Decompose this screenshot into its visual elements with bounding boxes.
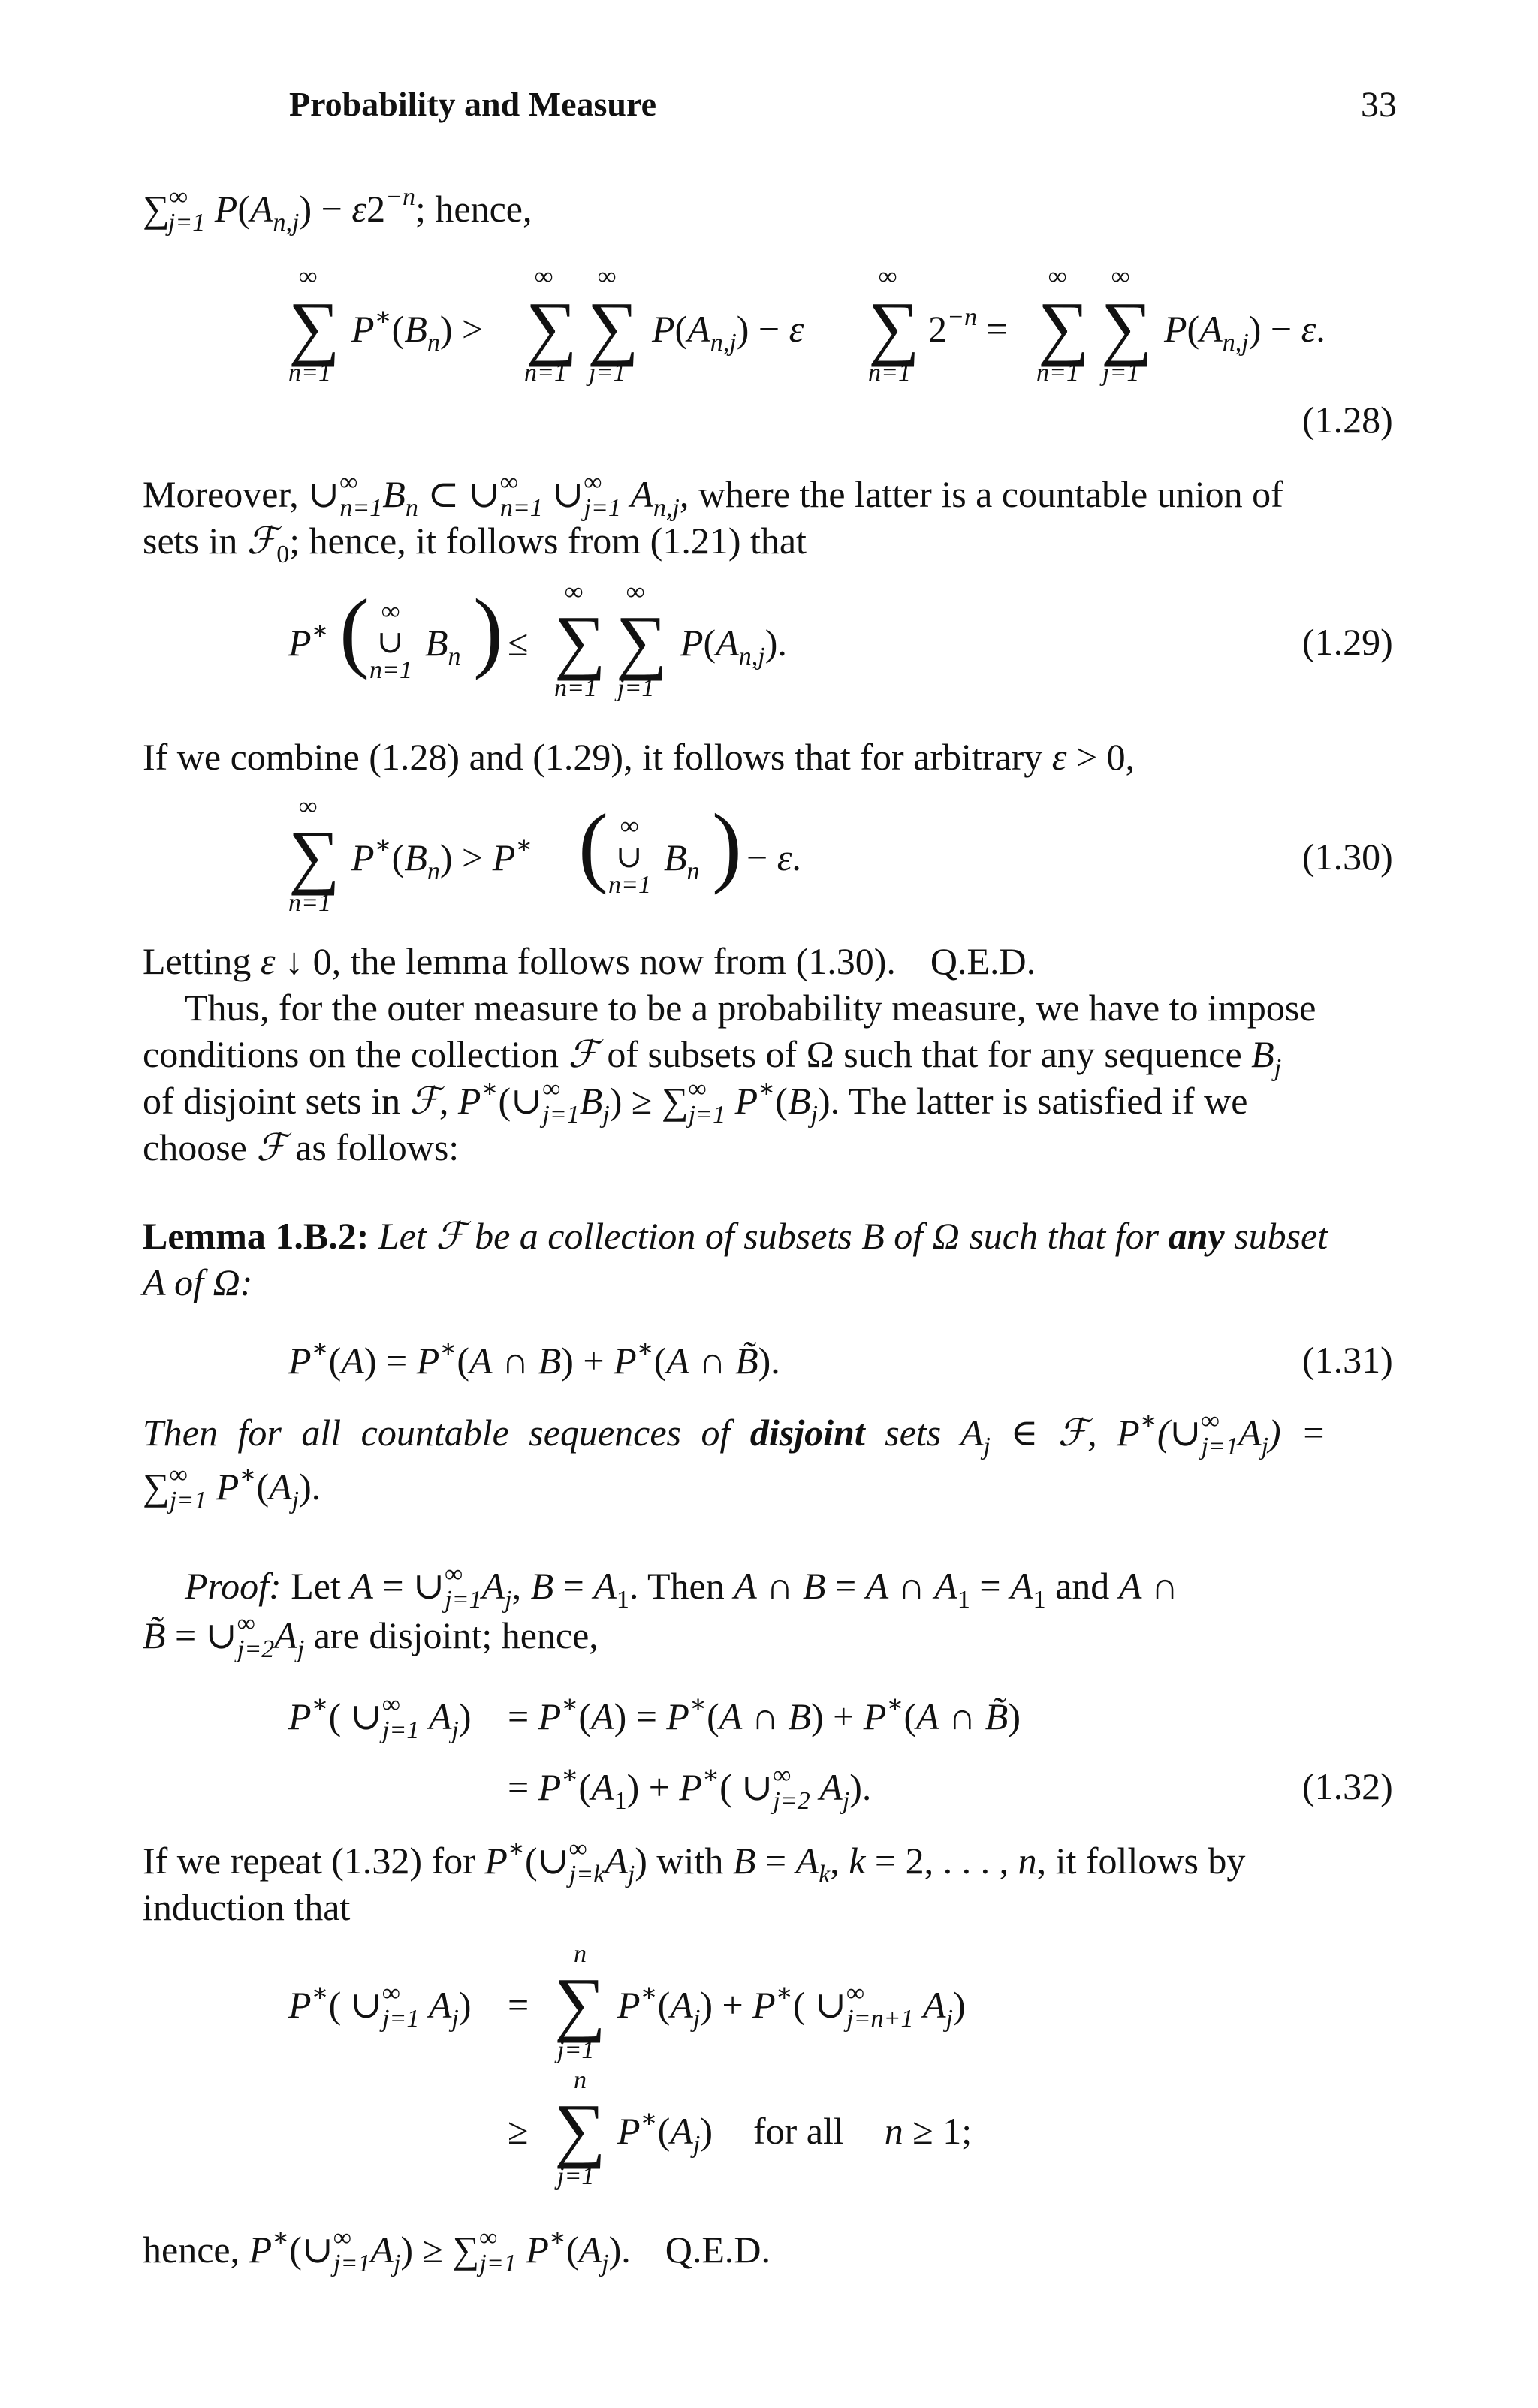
qed-2: Q.E.D.: [665, 2229, 771, 2271]
equation-number-1-31: (1.31): [1302, 1339, 1393, 1381]
then-line-1: Then for all countable sequences of disjoint sets $A_j$ ∈ ℱ, $P^∗(\cup^\infty_{j=1}A_j)$ =: [143, 1407, 1326, 1460]
thus-line-3: of disjoint sets in ℱ, $P^∗(\cup^\infty_{j=1}B_j) \ge \sum^\infty_{j=1}$ $P^∗(B_j)$. The latter is satisfied if we: [143, 1075, 1248, 1129]
repeat-line-2: induction that: [143, 1886, 351, 1928]
thus-line-1: Thus, for the outer measure to be a probability measure, we have to impose: [185, 987, 1316, 1029]
thus-line-4: choose ℱ as follows:: [143, 1126, 460, 1168]
proof-line-2: B̃ = $\cup^\infty_{j=2}A_j$ are disjoint; hence,: [143, 1610, 599, 1663]
lemma-line-2: A of Ω:: [143, 1261, 253, 1303]
thus-line-2: conditions on the collection ℱ of subsets of Ω such that for any sequence $B_j$: [143, 1033, 1282, 1082]
proof-label: Proof:: [185, 1565, 282, 1607]
lemma-line-1: Lemma 1.B.2: Let ℱ be a collection of subsets B of Ω such that for any subset: [143, 1215, 1328, 1257]
equation-number-1-30: (1.30): [1302, 836, 1393, 878]
equation-number-1-32: (1.32): [1302, 1765, 1393, 1807]
moreover-line-1: Moreover, $\cup^\infty_{n=1}B_n$ ⊂ $\cup^\infty_{n=1}$ $\cup^\infty_{j=1}$ $A_{n,j}$, where the latter is a countable union of: [143, 469, 1283, 522]
proof-line-1: Proof: Let $A = \cup^\infty_{j=1}A_j$, $B = A_1$. Then A ∩ B = A ∩ $A_1 = A_1$ and A ∩: [185, 1560, 1178, 1614]
letting-line: Letting ε ↓ 0, the lemma follows now from (1.30). Q.E.D.: [143, 940, 1036, 982]
combine-line: If we combine (1.28) and (1.29), it follows that for arbitrary ε > 0,: [143, 736, 1135, 778]
hence-text: ; hence,: [415, 188, 532, 230]
repeat-line-1: If we repeat (1.32) for $P^∗(\cup^\infty_{j=k}A_j)$ with $B = A_k$, k = 2, . . . , n, it follows by: [143, 1835, 1246, 1888]
qed-1: Q.E.D.: [930, 940, 1036, 982]
running-title: Probability and Measure: [289, 85, 656, 123]
lemma-label: Lemma 1.B.2:: [143, 1215, 369, 1257]
hence-final-line: hence, $P^∗(\cup^\infty_{j=1}A_j) \ge \sum^\infty_{j=1}$ $P^∗(A_j)$. Q.E.D.: [143, 2224, 771, 2277]
equation-number-1-29: (1.29): [1302, 621, 1393, 663]
page-number: 33: [1361, 85, 1397, 125]
equation-line-top: $\sum^\infty_{j=1}$ $P(A_{n,j}) - \varepsilon 2^{-n}$; hence,: [143, 183, 532, 237]
equation-number-1-28: (1.28): [1302, 399, 1393, 441]
then-line-2: $\sum^\infty_{j=1}$ $P^∗(A_j)$.: [143, 1461, 321, 1514]
moreover-line-2: sets in ℱ$_0$; hence, it follows from (1.21) that: [143, 520, 807, 568]
